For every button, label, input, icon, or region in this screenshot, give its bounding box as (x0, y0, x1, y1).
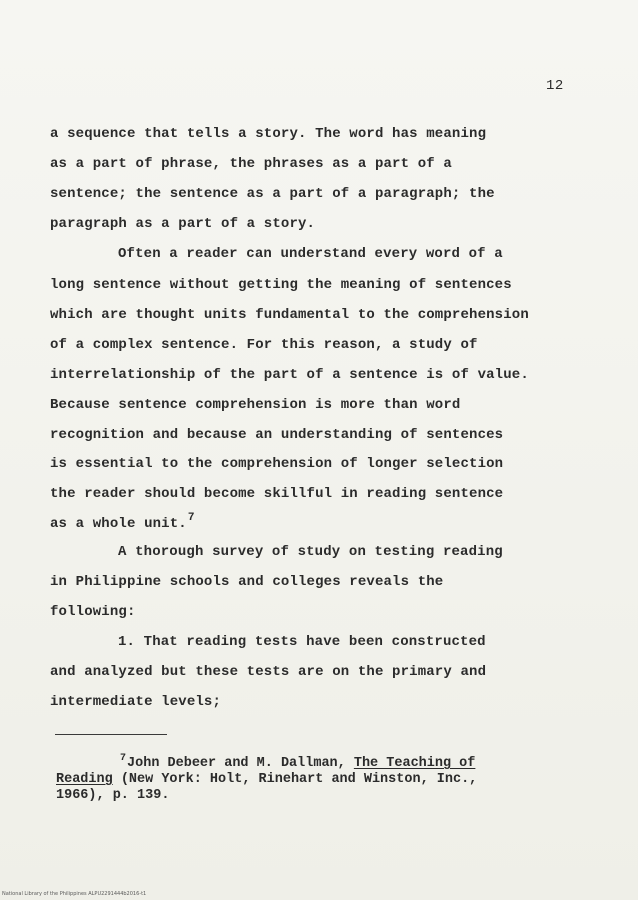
text-line: recognition and because an understanding of sentences (50, 427, 504, 443)
text-line: A thorough survey of study on testing reading (118, 544, 503, 560)
text-line: a sequence that tells a story. The word has meaning (50, 126, 487, 142)
text-line: as a part of phrase, the phrases as a part of a (50, 156, 452, 172)
footnote-line (120, 753, 476, 773)
text-line: as a whole unit. (50, 516, 187, 532)
footnote-title: Reading (56, 772, 113, 787)
footnote-marker: 7 (120, 753, 127, 764)
text-line: Often a reader can understand every word of a (118, 246, 503, 262)
text-line: following: (50, 604, 136, 620)
footnote-authors: John Debeer and M. Dallman, (127, 756, 354, 771)
text-line: is essential to the comprehension of longer selection (50, 456, 504, 472)
text-line: long sentence without getting the meaning of sentences (50, 277, 512, 293)
footnote-publisher: (New York: Holt, Rinehart and Winston, Inc., (112, 772, 478, 787)
list-item-text: 1. That reading tests have been constructed (118, 634, 486, 650)
footnote-divider (55, 734, 167, 735)
text-line: intermediate levels; (50, 694, 222, 710)
page-number: 12 (546, 78, 564, 94)
footnote-line (56, 772, 477, 788)
text-line: sentence; the sentence as a part of a paragraph; the (50, 186, 495, 202)
footnote-title: The Teaching of (353, 756, 476, 771)
text-line: and analyzed but these tests are on the primary and (50, 664, 487, 680)
footnote-reference: 7 (187, 512, 195, 524)
text-line: the reader should become skillful in reading sentence (50, 486, 504, 502)
text-line: in Philippine schools and colleges reveals the (50, 574, 444, 590)
text-line: which are thought units fundamental to the comprehension (50, 307, 529, 323)
text-line: interrelationship of the part of a sentence is of value. (50, 367, 529, 383)
text-line: Because sentence comprehension is more than word (50, 397, 461, 413)
text-line: of a complex sentence. For this reason, a study of (50, 337, 478, 353)
text-line-with-footnote (50, 512, 195, 534)
text-line: paragraph as a part of a story. (50, 216, 316, 232)
footnote-line: 1966), p. 139. (56, 788, 170, 803)
scan-footer: National Library of the Philippines ALPU2291444b2016-t1 (2, 891, 147, 897)
